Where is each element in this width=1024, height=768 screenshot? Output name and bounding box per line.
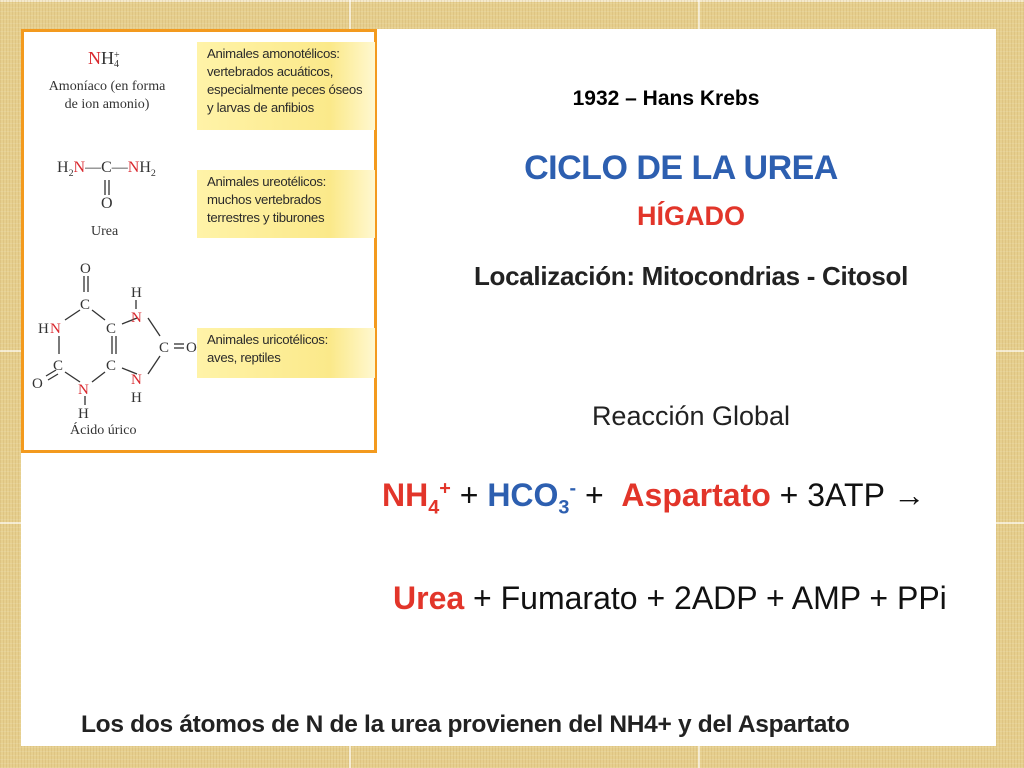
urea-term: Urea [393,580,465,616]
footer-note: Los dos átomos de N de la urea provienen del NH4+ y del Aspartato [81,711,850,738]
svg-text:N: N [78,382,89,398]
discovery-note: 1932 – Hans Krebs [572,87,760,110]
svg-text:C: C [106,321,117,337]
svg-text:N: N [50,321,61,337]
svg-text:H: H [38,321,49,337]
svg-text:O: O [186,340,197,356]
slide [21,29,996,746]
svg-text:O: O [80,261,91,277]
ammonium-term: $NH_4^+$ [382,477,451,519]
ammonium-formula: NH + 4 [88,48,120,70]
reaction-products [393,580,947,617]
urea-caption: Urea [91,224,119,239]
reaction-reactants: $NH_4^+ + HCO_3^-$ + Aspartato + 3ATP → [382,477,926,519]
uric-acid-caption: Ácido úrico [70,423,137,438]
ammonium-caption: Amoníaco (en forma de ion amonio) [48,79,166,112]
svg-text:C: C [80,297,91,313]
organ-subtitle: HÍGADO [637,201,745,231]
ammonotelic-box: Animales amonotélicos: vertebrados acuáticos, especialmente peces óseos y larvas de anfibios [197,42,375,130]
slide-title: CICLO DE LA UREA [524,149,838,187]
ureotelic-box: Animales ureotélicos: muchos vertebrados terrestres y tiburones [197,170,375,238]
svg-text:C: C [159,340,170,356]
aspartate-term: Aspartato [621,477,771,513]
bicarbonate-term: $HCO_3^-$ [487,477,577,519]
atp-term: + 3ATP → [770,477,926,513]
location-text: Localización: Mitocondrias - Citosol [473,261,909,291]
svg-text:H: H [131,390,142,406]
svg-text:C: C [106,358,117,374]
svg-text:C: C [53,358,64,374]
svg-text:O: O [32,376,43,392]
products-rest: + Fumarato + 2ADP + AMP + PPi [464,580,947,616]
svg-text:N: N [131,372,142,388]
urea-oxygen: O [101,195,113,212]
svg-text:H: H [78,406,89,420]
svg-text:N: N [131,310,142,326]
uricotelic-box: Animales uricotélicos: aves, reptiles [197,328,375,378]
svg-text:H: H [131,285,142,301]
urea-double-bond [102,180,112,196]
uric-acid-structure [32,260,202,420]
urea-formula: $H_2N—C—NH_2$ [57,159,156,180]
reaction-heading: Reacción Global [591,401,791,431]
excretion-panel [21,29,377,453]
